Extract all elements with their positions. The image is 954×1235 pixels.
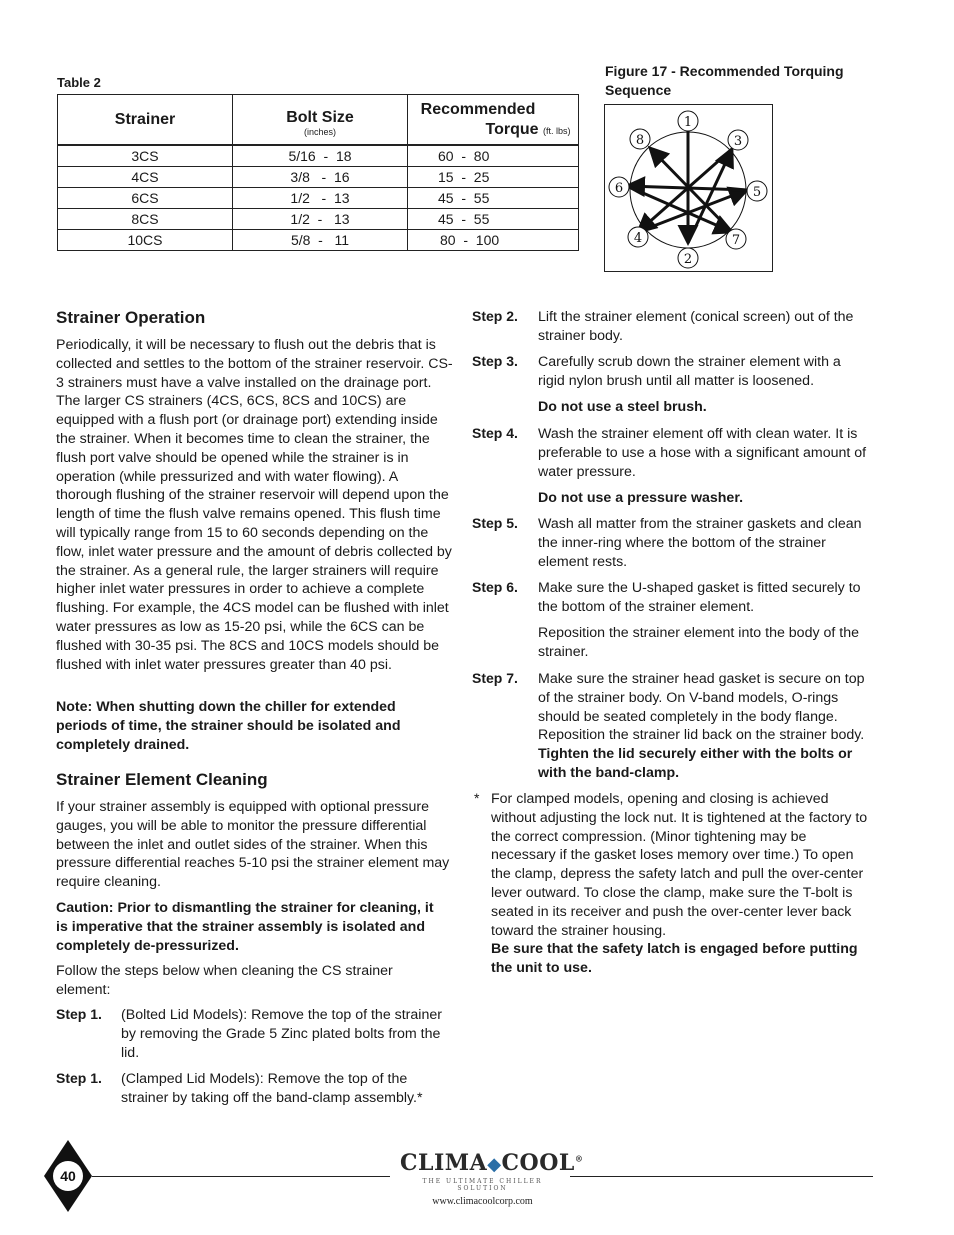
figure-caption: Figure 17 - Recommended Torquing Sequence bbox=[605, 63, 844, 98]
footer-rule-left bbox=[92, 1176, 390, 1177]
operation-note: Note: When shutting down the chiller for extended periods of time, the strainer should be isolated and completely drained. bbox=[56, 699, 401, 753]
bolt-6-marker bbox=[609, 177, 629, 197]
operation-paragraph: Periodically, it will be necessary to flush out the debris that is collected and settles to the bottom of the strainer reservoir. CS-3 strainers must have a valve installed on the drainage port. The larger CS strainers (4CS, 6CS, 8CS and 10CS) are equipped with a flush port (or drainage port) extending inside the strainer. When it becomes time to clean the strainer, the flush port valve should be opened while the strainer is in operation (while pressurized and with water flowing). A thorough flushing of the strainer reservoir will depend upon the length of time the flush valve remains opened. This flush time will typically range from 15 to 60 seconds depending on the flow, inlet water pressure and the amount of debris collected by the strainer. As a general rule, the larger strainers will require higher inlet water pressures in order to achieve a complete flushing. For example, the 4CS model can be flushed with inlet water pressures as low as 15-20 psi, while the 6CS can be flushed with 30-35 psi. The 8CS and 10CS models should be flushed with inlet water pressures greater than 40 psi. bbox=[56, 337, 453, 673]
clamp-note: For clamped models, opening and closing is achieved without adjusting the lock nut. It is tightened at the factory to the correct compression. (Minor tightening may be necessary if the gasket loses memory over time.) To open the clamp, depress the safety latch and pull the over-center lever outward. To close the clamp, make sure the T-bolt is seated in its receiver and push the over-center lever back toward the strainer housing. Be sure that the safety latch is engaged before putting the unit to use. bbox=[491, 791, 868, 977]
caution-paragraph: Caution: Prior to dismantling the strainer for cleaning, it is imperative that the strainer assembly is isolated and completely de-pressurized. bbox=[56, 900, 434, 954]
footer-rule-right bbox=[570, 1176, 873, 1177]
table-row: 10CS 5/8 - 11 80 - 100 bbox=[58, 230, 579, 251]
table-row: 8CS 1/2 - 13 45 - 55 bbox=[58, 209, 579, 230]
follow-paragraph: Follow the steps below when cleaning the CS strainer element: bbox=[56, 963, 393, 998]
footer-url: www.climacoolcorp.com bbox=[432, 1196, 533, 1207]
bolt-8-marker bbox=[630, 129, 650, 149]
svg-text:6: 6 bbox=[614, 181, 624, 196]
step-7-label: Step 7. bbox=[472, 670, 518, 686]
step-4-warning: Do not use a pressure washer. bbox=[538, 490, 744, 506]
step-1-clamped-text: (Clamped Lid Models): Remove the top of the strainer by taking off the band-clamp assembly.* bbox=[121, 1071, 423, 1106]
asterisk-mark: * bbox=[474, 790, 480, 806]
svg-text:2: 2 bbox=[683, 252, 693, 267]
step-4-label: Step 4. bbox=[472, 425, 518, 441]
table-row: 6CS 1/2 - 13 45 - 55 bbox=[58, 188, 579, 209]
torque-sequence-figure bbox=[604, 104, 773, 272]
step-1-clamped-label: Step 1. bbox=[56, 1070, 102, 1086]
bolt-1-marker bbox=[678, 111, 698, 131]
step-5-label: Step 5. bbox=[472, 515, 518, 531]
step-2-text: Lift the strainer element (conical screen) out of the strainer body. bbox=[538, 309, 854, 344]
bolt-2-marker bbox=[678, 248, 698, 268]
step-3-label: Step 3. bbox=[472, 353, 518, 369]
climacool-logo: CLIMA◆COOL® THE ULTIMATE CHILLER SOLUTION www.climacoolcorp.com bbox=[400, 1150, 584, 1207]
bolt-3-marker bbox=[728, 130, 748, 150]
step-5-text: Wash all matter from the strainer gaskets and clean the inner-ring where the bottom of the strainer element rests. bbox=[538, 516, 862, 570]
step-1-bolted-label: Step 1. bbox=[56, 1006, 102, 1022]
svg-text:3: 3 bbox=[733, 134, 743, 149]
table-row: 3CS 5/16 - 18 60 - 80 bbox=[58, 145, 579, 167]
cleaning-paragraph: If your strainer assembly is equipped with optional pressure gauges, you will be able to monitor the pressure differential between the inlet and outlet sides of the strainer. When this pressure differential reaches 5-10 psi the strainer element may require cleaning. bbox=[56, 799, 450, 891]
step-1-bolted-text: (Bolted Lid Models): Remove the top of the strainer by removing the Grade 5 Zinc plated bolts from the lid. bbox=[121, 1007, 442, 1061]
step-6-label: Step 6. bbox=[472, 579, 518, 595]
header-bolt-size: Bolt Size (inches) bbox=[233, 95, 408, 146]
step-3-text: Carefully scrub down the strainer element with a rigid nylon brush until all matter is loosened. bbox=[538, 354, 841, 389]
table-label: Table 2 bbox=[57, 75, 101, 90]
step-3-warning: Do not use a steel brush. bbox=[538, 399, 707, 415]
page-number: 40 bbox=[60, 1168, 76, 1184]
strainer-operation-heading: Strainer Operation bbox=[56, 308, 206, 327]
step-4-text: Wash the strainer element off with clean water. It is preferable to use a hose with a significant amount of water pressure. bbox=[538, 426, 867, 480]
star-diagram bbox=[605, 105, 772, 271]
header-torque: Recommended Torque (ft. lbs) bbox=[408, 95, 579, 146]
bolt-7-marker bbox=[726, 229, 746, 249]
step-2-label: Step 2. bbox=[472, 308, 518, 324]
step-6-text-2: Reposition the strainer element into the body of the strainer. bbox=[538, 625, 859, 660]
step-7-text: Make sure the strainer head gasket is secure on top of the strainer body. On V-band models, O-rings should be seated completely in the body flange. Reposition the strainer lid back on the strainer body. Tighten the lid securely either with the bolts or with the band-clamp. bbox=[538, 671, 865, 781]
svg-text:5: 5 bbox=[752, 185, 762, 200]
page-number-badge bbox=[44, 1140, 92, 1212]
svg-text:8: 8 bbox=[635, 133, 645, 148]
step-6-text: Make sure the U-shaped gasket is fitted securely to the bottom of the strainer element. bbox=[538, 580, 861, 615]
bolt-4-marker bbox=[628, 227, 648, 247]
bolt-5-marker bbox=[747, 181, 767, 201]
header-strainer: Strainer bbox=[58, 95, 233, 146]
logo-diamond-icon: ◆ bbox=[487, 1154, 502, 1175]
svg-text:7: 7 bbox=[731, 233, 741, 248]
svg-text:1: 1 bbox=[683, 115, 693, 130]
element-cleaning-heading: Strainer Element Cleaning bbox=[56, 770, 268, 789]
torque-table bbox=[57, 94, 579, 251]
table-row: 4CS 3/8 - 16 15 - 25 bbox=[58, 167, 579, 188]
svg-text:4: 4 bbox=[633, 231, 643, 246]
